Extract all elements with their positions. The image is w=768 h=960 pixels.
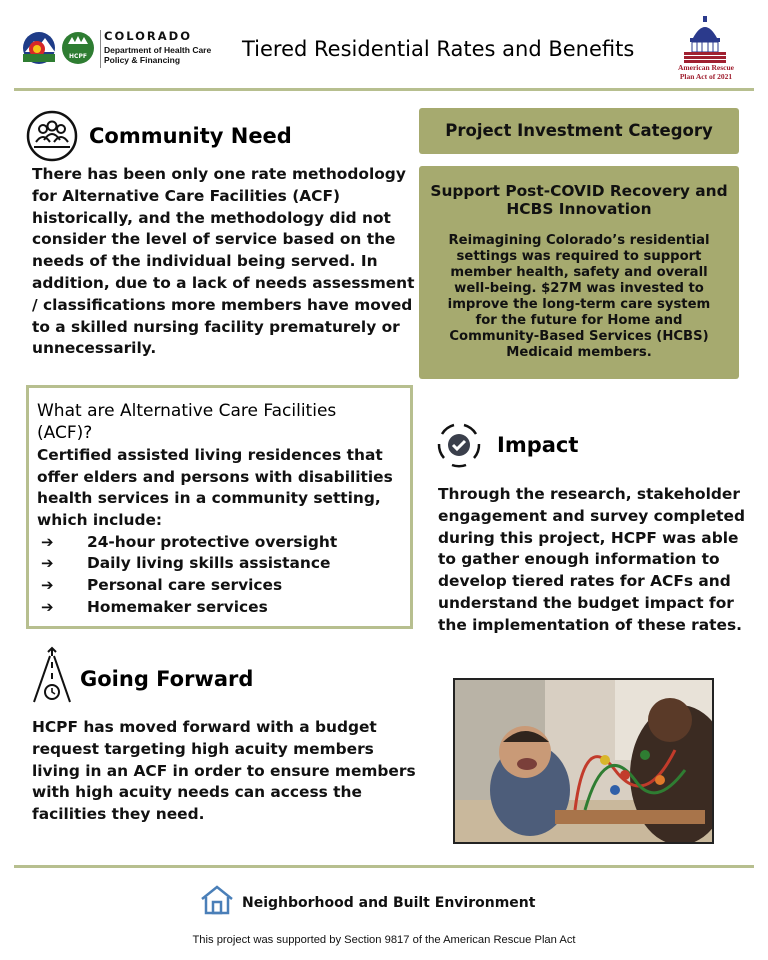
list-item-label: Personal care services	[87, 575, 283, 594]
arrow-bullet-icon: ➔	[41, 575, 54, 594]
page-title: Tiered Residential Rates and Benefits	[242, 37, 635, 61]
text-line: unnecessarily.	[32, 339, 157, 358]
logo-divider	[100, 30, 101, 68]
text-line: / classifications more members have moved	[32, 295, 413, 314]
text-line: engagement and survey completed	[438, 506, 745, 525]
text-line: well-being. $27M was invested to	[454, 281, 704, 296]
text-line: historically, and the methodology did not	[32, 208, 391, 227]
text-line: which include:	[37, 510, 163, 529]
page-header	[0, 0, 768, 92]
community-need-heading: Community Need	[89, 124, 292, 148]
text-line: consider the level of service based on the	[32, 230, 396, 249]
header-divider	[14, 88, 754, 91]
acf-definition-box	[26, 385, 413, 629]
road-clock-icon	[30, 646, 74, 704]
text-line: needs of the individual being served. In	[32, 252, 378, 271]
text-line: addition, due to a lack of needs assessment	[32, 273, 415, 292]
arrow-bullet-icon: ➔	[41, 597, 54, 616]
house-icon	[200, 885, 234, 915]
colorado-logo-icon	[22, 30, 100, 66]
acf-question	[37, 400, 397, 444]
investment-description	[429, 233, 729, 361]
list-item-label: Homemaker services	[87, 597, 268, 616]
text-line: HCPF has moved forward with a budget	[32, 718, 377, 736]
capitol-dome-icon	[678, 16, 732, 64]
community-group-icon	[26, 110, 78, 162]
investment-category-title	[419, 182, 739, 218]
going-forward-heading: Going Forward	[80, 667, 254, 691]
org-name: COLORADO	[104, 29, 192, 43]
arrow-bullet-icon: ➔	[41, 532, 54, 551]
text-line: health services in a community setting,	[37, 489, 381, 507]
org-dept-line1: Department of Health Care	[104, 45, 212, 55]
text-line: request targeting high acuity members	[32, 739, 374, 758]
acf-services-list	[41, 531, 337, 617]
text-line: Through the research, stakeholder	[438, 485, 740, 503]
photo-illustration	[455, 680, 714, 844]
arrow-bullet-icon: ➔	[41, 554, 54, 573]
hcpf-badge-text: HCPF	[69, 53, 87, 60]
text-line: Reimagining Colorado’s residential	[448, 233, 710, 248]
footer-category: Neighborhood and Built Environment	[242, 895, 536, 911]
child-playing-photo	[453, 678, 714, 844]
text-line: improve the long-term care system	[447, 297, 711, 312]
arpa-label-line2: Plan Act of 2021	[679, 71, 733, 81]
text-line: Certified assisted living residences that	[37, 446, 383, 464]
text-line: for the future for Home and	[475, 313, 683, 328]
text-line: for Alternative Care Facilities (ACF)	[32, 186, 340, 205]
text-line: the implementation of these rates.	[438, 615, 742, 634]
org-name-block	[104, 30, 244, 65]
text-line: understand the budget impact for	[438, 593, 734, 612]
text-line: with high acuity needs can access the	[32, 783, 362, 802]
footer-note: This project was supported by Section 9817 of the American Rescue Plan Act	[192, 934, 576, 946]
text-line: to a skilled nursing facility prematurely or	[32, 317, 400, 336]
list-item	[41, 553, 337, 575]
community-need-text	[32, 164, 417, 360]
investment-category-label: Project Investment Category	[445, 121, 713, 140]
investment-category-box	[419, 166, 739, 379]
category-title-line1: Support Post-COVID Recovery and	[430, 182, 728, 200]
text-line: facilities they need.	[32, 805, 205, 824]
footer-divider	[14, 865, 754, 868]
arpa-label	[664, 64, 748, 81]
list-item-label: Daily living skills assistance	[87, 554, 331, 573]
investment-category-label-box	[419, 108, 739, 154]
acf-question-line2: (ACF)?	[37, 423, 93, 443]
going-forward-text	[32, 717, 422, 826]
org-dept-line2: Policy & Financing	[104, 55, 181, 65]
impact-text	[438, 484, 758, 637]
category-title-line2: HCBS Innovation	[506, 200, 652, 218]
text-line: during this project, HCPF was able	[438, 528, 739, 547]
text-line: Medicaid members.	[506, 345, 652, 360]
acf-question-line1: What are Alternative Care Facilities	[37, 401, 337, 421]
acf-description	[37, 445, 407, 531]
impact-heading: Impact	[497, 433, 579, 457]
text-line: settings was required to support	[456, 249, 702, 264]
text-line: living in an ACF in order to ensure members	[32, 761, 416, 780]
list-item	[41, 531, 337, 553]
text-line: develop tiered rates for ACFs and	[438, 572, 731, 591]
list-item	[41, 596, 337, 618]
text-line: Community-Based Services (HCBS)	[449, 329, 709, 344]
checkmark-gear-icon	[434, 420, 484, 470]
list-item-label: 24-hour protective oversight	[87, 532, 338, 551]
list-item	[41, 574, 337, 596]
text-line: There has been only one rate methodology	[32, 165, 406, 183]
arpa-label-line1: American Rescue	[677, 63, 735, 72]
text-line: to gather enough information to	[438, 550, 720, 569]
text-line: offer elders and persons with disabilities	[37, 467, 393, 486]
text-line: member health, safety and overall	[450, 265, 708, 280]
